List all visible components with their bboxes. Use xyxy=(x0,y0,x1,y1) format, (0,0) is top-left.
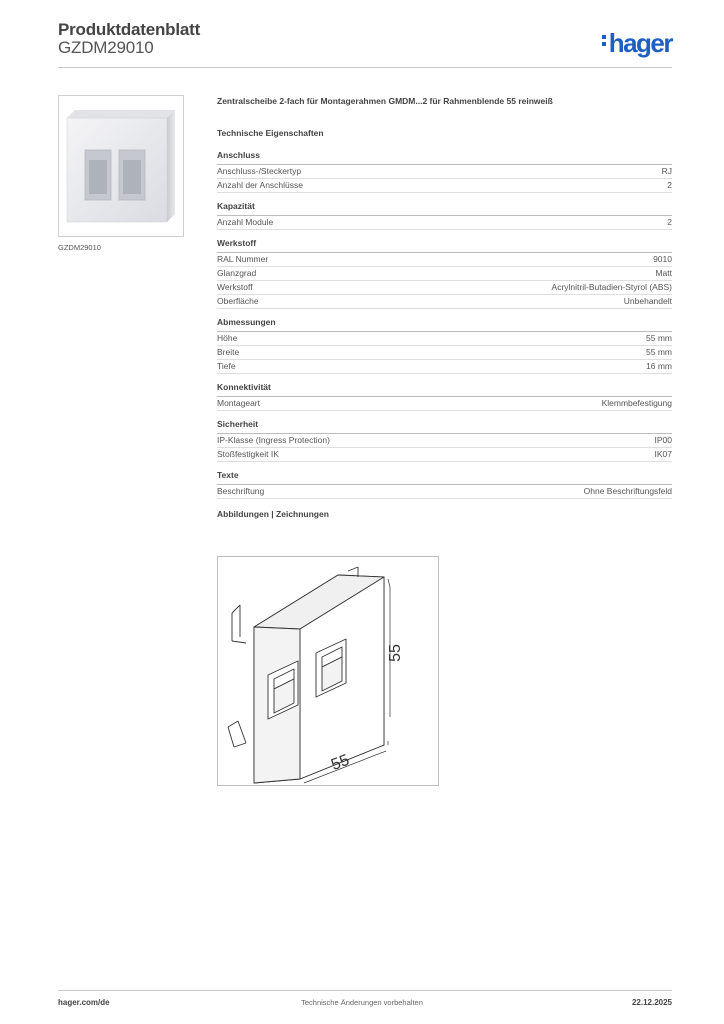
spec-groups xyxy=(217,150,672,499)
spec-row xyxy=(217,346,672,360)
spec-label: Werkstoff xyxy=(217,282,253,292)
spec-value: Ohne Beschriftungsfeld xyxy=(583,486,672,496)
spec-value: Matt xyxy=(655,268,672,278)
footer-notice: Technische Änderungen vorbehalten xyxy=(301,998,423,1007)
spec-value: Acrylnitril-Butadien-Styrol (ABS) xyxy=(551,282,672,292)
spec-group xyxy=(217,238,672,309)
spec-row xyxy=(217,281,672,295)
spec-group-title: Sicherheit xyxy=(217,419,672,434)
spec-row xyxy=(217,295,672,309)
spec-label: Anzahl der Anschlüsse xyxy=(217,180,303,190)
spec-row xyxy=(217,165,672,179)
spec-group-title: Kapazität xyxy=(217,201,672,216)
product-headline: Zentralscheibe 2-fach für Montagerahmen GMDM...2 für Rahmenblende 55 reinweiß xyxy=(217,96,553,106)
spec-value: 2 xyxy=(667,180,672,190)
spec-group-title: Werkstoff xyxy=(217,238,672,253)
spec-row xyxy=(217,434,672,448)
spec-value: 55 mm xyxy=(646,333,672,343)
header-divider xyxy=(58,67,672,68)
spec-label: Stoßfestigkeit IK xyxy=(217,449,279,459)
spec-value: RJ xyxy=(661,166,672,176)
spec-group-title: Texte xyxy=(217,470,672,485)
footer-website-link[interactable]: hager.com/de xyxy=(58,998,110,1007)
spec-group xyxy=(217,201,672,230)
spec-group xyxy=(217,150,672,193)
spec-row xyxy=(217,253,672,267)
spec-group-title: Konnektivität xyxy=(217,382,672,397)
spec-group xyxy=(217,470,672,499)
article-number: GZDM29010 xyxy=(58,38,154,57)
spec-value: 16 mm xyxy=(646,361,672,371)
spec-row xyxy=(217,448,672,462)
spec-row xyxy=(217,267,672,281)
spec-group xyxy=(217,317,672,374)
photo-caption: GZDM29010 xyxy=(58,243,101,252)
spec-label: IP-Klasse (Ingress Protection) xyxy=(217,435,330,445)
spec-row xyxy=(217,332,672,346)
spec-value: 2 xyxy=(667,217,672,227)
spec-label: Anzahl Module xyxy=(217,217,274,227)
spec-label: Beschriftung xyxy=(217,486,265,496)
product-photo-graphic xyxy=(59,96,183,236)
spec-content xyxy=(217,96,672,523)
spec-value: IP00 xyxy=(654,435,672,445)
spec-label: Anschluss-/Steckertyp xyxy=(217,166,302,176)
spec-value: 55 mm xyxy=(646,347,672,357)
spec-label: Montageart xyxy=(217,398,260,408)
page-title: Produktdatenblatt xyxy=(58,20,201,39)
spec-value: IK07 xyxy=(654,449,672,459)
logo-dots-icon xyxy=(602,32,606,49)
spec-row xyxy=(217,397,672,411)
product-photo xyxy=(58,95,184,237)
spec-label: Breite xyxy=(217,347,240,357)
drawings-heading: Abbildungen | Zeichnungen xyxy=(217,509,329,519)
spec-label: Glanzgrad xyxy=(217,268,257,278)
logo-wordmark: hager xyxy=(608,28,672,58)
spec-group xyxy=(217,419,672,462)
hager-logo xyxy=(602,28,672,59)
spec-label: Tiefe xyxy=(217,361,236,371)
technical-drawing xyxy=(217,556,439,786)
spec-label: Oberfläche xyxy=(217,296,259,306)
spec-value: 9010 xyxy=(653,254,672,264)
dimension-drawing xyxy=(218,557,438,785)
tech-properties-heading: Technische Eigenschaften xyxy=(217,128,324,138)
spec-group-title: Abmessungen xyxy=(217,317,672,332)
spec-value: Klemmbefestigung xyxy=(601,398,672,408)
spec-group-title: Anschluss xyxy=(217,150,672,165)
height-dimension-label: 55 xyxy=(387,644,404,662)
width-dimension-label: 55 xyxy=(329,751,352,774)
spec-group xyxy=(217,382,672,411)
footer-date: 22.12.2025 xyxy=(631,998,672,1007)
spec-row xyxy=(217,485,672,499)
spec-row xyxy=(217,216,672,230)
spec-row xyxy=(217,179,672,193)
spec-value: Unbehandelt xyxy=(623,296,672,306)
spec-label: RAL Nummer xyxy=(217,254,269,264)
footer-divider xyxy=(58,990,672,991)
spec-row xyxy=(217,360,672,374)
spec-label: Höhe xyxy=(217,333,238,343)
